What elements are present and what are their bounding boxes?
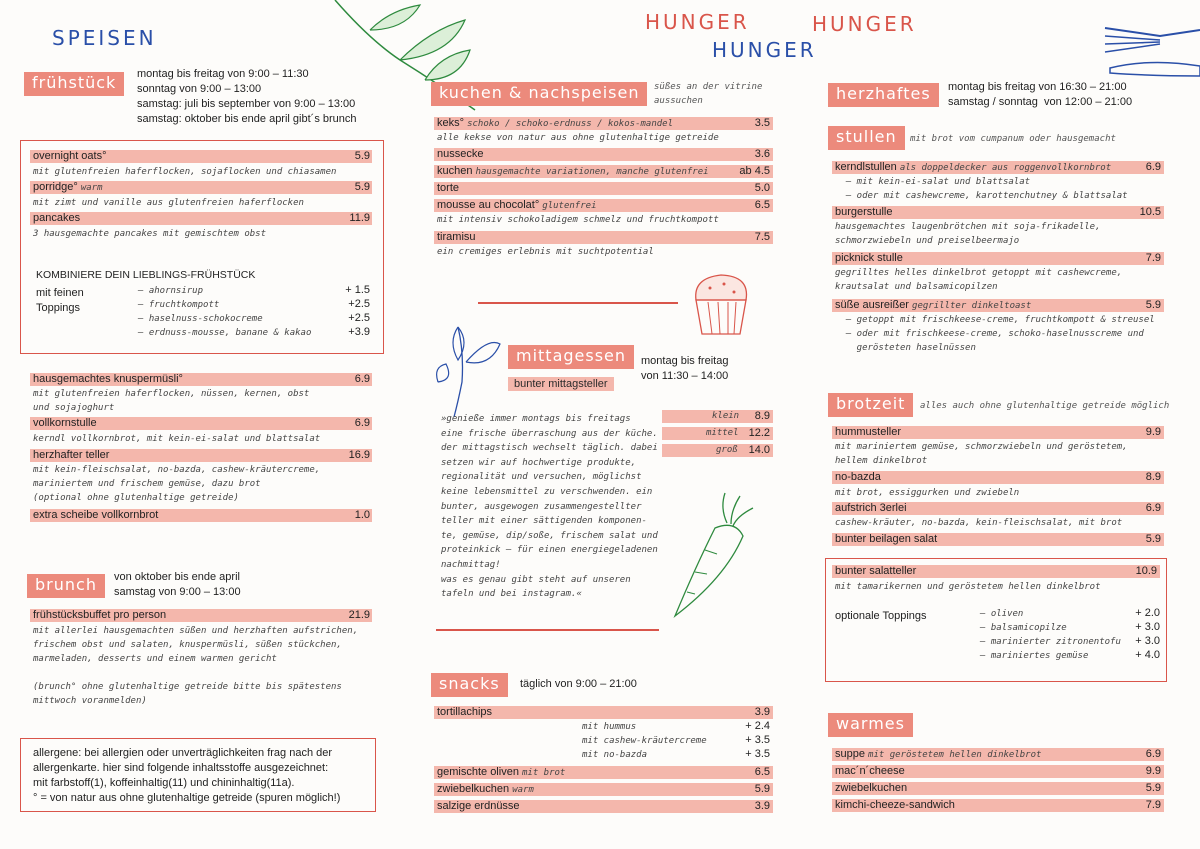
topping-name: – marinierter zitronentofu: [980, 637, 1121, 647]
item-name: zwiebelkuchen: [437, 783, 510, 795]
speisen-heading: SPEISEN: [52, 26, 157, 50]
hunger-heading-2: HUNGER: [812, 12, 917, 36]
price: 6.9: [1145, 748, 1161, 760]
item-description: hausgemachtes laugenbrötchen mit soja-frikadelle, schmorzwiebeln und preiselbeermajo: [835, 222, 1101, 246]
menu-item-herzhafter-teller: herzhafter teller: [33, 449, 110, 461]
menu-item-nussecke: nussecke: [437, 148, 484, 160]
menu-item-kuchen: [437, 165, 709, 179]
mittagessen-text: »genieße immer montags bis freitags eine frische überraschung aus der küche. der mittagstisch wechselt täglich. dabei setzen wir auf hochwertige produkte, regionalität und versuchen, möglichst keine lebensmittel zu verschwenden. ein bunter, ausgewogen zusammengestellter teller mit einer sättigenden komponen- te, gemüse, dip/soße, frischem salat und proteinkick – für einen energiegeladenen nachmittag! was es genau gibt steht auf unseren tafeln und bei instagram.«: [441, 414, 658, 600]
menu-item-knuspermuesli: hausgemachtes knuspermüsli°: [33, 373, 183, 385]
menu-item-kerndlstullen: [835, 161, 1111, 175]
topping-name: – oliven: [980, 609, 1024, 619]
topping-price: + 3.0: [1135, 635, 1160, 647]
price: 3.9: [754, 706, 770, 718]
menu-item-zwiebelkuchen: zwiebelkuchen: [835, 782, 908, 794]
muffin-illustration: [688, 270, 754, 340]
item-description: mit zimt und vanille aus glutenfreien haferflocken: [33, 198, 304, 208]
topping-name: – fruchtkompott: [138, 300, 220, 310]
item-name: keks°: [437, 117, 465, 129]
item-extra: hausgemachte variationen, manche glutenfrei: [475, 167, 709, 177]
price: 3.6: [754, 148, 770, 160]
menu-item-no-bazda: no-bazda: [835, 471, 881, 483]
item-extra: schoko / schoko-erdnuss / kokos-mandel: [467, 119, 673, 129]
kuchen-note: süßes an der vitrine aussuchen: [654, 82, 763, 106]
item-description: gegrilltes helles dinkelbrot getoppt mit cashewcreme, krautsalat und balsamicopilzen: [835, 268, 1123, 292]
menu-item-aufstrich: aufstrich 3erlei: [835, 502, 907, 514]
dip-price: + 3.5: [745, 734, 770, 746]
section-title-fruehstueck: frühstück: [24, 72, 124, 96]
herzhaftes-hours: montag bis freitag von 16:30 – 21:00 samstag / sonntag von 12:00 – 21:00: [948, 81, 1133, 108]
menu-item-tiramisu: tiramisu: [437, 231, 476, 243]
topping-name: – ahornsirup: [138, 286, 204, 296]
hunger-heading-3: HUNGER: [712, 38, 817, 62]
price: 8.9: [1145, 471, 1161, 483]
price: 5.9: [1145, 299, 1161, 311]
topping-price: + 3.0: [1135, 621, 1160, 633]
item-description: mit allerlei hausgemachten süßen und herzhaften aufstrichen, frischem obst und salaten, knuspermüsli, süßen stückchen, marmeladen, desserts und einem warmen gericht (brunch° ohne glutenhaltige getreide bitte bis spätestens mittwoch voranmelden): [33, 626, 359, 706]
price: 12.2: [748, 427, 770, 439]
menu-item-oliven: [437, 766, 565, 780]
size-name: groß: [716, 445, 738, 455]
fruehstueck-hours: montag bis freitag von 9:00 – 11:30 sonntag von 9:00 – 13:00 samstag: juli bis september von 9:00 – 13:00 samstag: oktober bis ende april gibt´s brunch: [137, 68, 357, 125]
item-description: mit kein-fleischsalat, no-bazda, cashew-kräutercreme, mariniertem und frischem gemüse, dazu brot (optional ohne glutenhaltige getreide): [33, 465, 321, 503]
hunger-heading-1: HUNGER: [645, 10, 750, 34]
menu-item-keks: [437, 117, 673, 131]
price: 21.9: [348, 609, 370, 621]
price: 5.9: [754, 783, 770, 795]
price: 7.9: [1145, 252, 1161, 264]
menu-item-hummusteller: hummusteller: [835, 426, 902, 438]
item-description: mit brot, essiggurken und zwiebeln: [835, 488, 1020, 498]
item-bar: [832, 471, 1164, 484]
item-name: porridge°: [33, 181, 78, 193]
topping-name: – mariniertes gemüse: [980, 651, 1089, 661]
carrot-illustration: [665, 488, 760, 623]
topping-price: +2.5: [348, 312, 370, 324]
divider: [478, 302, 678, 304]
item-description: mit mariniertem gemüse, schmorzwiebeln und geröstetem, hellem dinkelbrot: [835, 442, 1128, 466]
combine-title: KOMBINIERE DEIN LIEBLINGS-FRÜHSTÜCK: [36, 269, 256, 281]
mittagessen-subtitle: bunter mittagsteller: [508, 377, 614, 391]
item-description: kerndl vollkornbrot, mit kein-ei-salat und blattsalat: [33, 434, 321, 444]
dip-name: mit cashew-kräutercreme: [582, 736, 707, 746]
price: 6.9: [1145, 161, 1161, 173]
item-bar: [434, 182, 773, 195]
price: 14.0: [748, 444, 770, 456]
menu-item-burgerstulle: burgerstulle: [835, 206, 893, 218]
price: 11.9: [349, 212, 370, 224]
item-description: mit intensiv schokoladigem schmelz und fruchtkompott: [437, 215, 719, 225]
item-extra: warm: [512, 785, 534, 795]
size-name: klein: [712, 411, 740, 421]
menu-item-zwiebelkuchen-snack: [437, 783, 534, 797]
price: 3.9: [754, 800, 770, 812]
brotzeit-note: alles auch ohne glutenhaltige getreide möglich: [920, 401, 1170, 411]
item-extra: als doppeldecker aus roggenvollkornbrot: [899, 163, 1112, 173]
dip-price: + 2.4: [745, 720, 770, 732]
topping-name: – haselnuss-schokocreme: [138, 314, 263, 324]
menu-item-mousse: [437, 199, 596, 213]
price: 6.9: [1145, 502, 1161, 514]
menu-item-vollkornstulle: vollkornstulle: [33, 417, 97, 429]
menu-item-porridge: [33, 181, 103, 195]
price: 5.9: [1145, 533, 1161, 545]
section-title-herzhaftes: herzhaftes: [828, 83, 939, 107]
section-title-brunch: brunch: [27, 574, 105, 598]
item-extra: mit brot: [522, 768, 566, 778]
dip-price: + 3.5: [745, 748, 770, 760]
item-name: gemischte oliven: [437, 766, 519, 778]
dip-name: mit no-bazda: [582, 750, 648, 760]
divider: [436, 629, 659, 631]
menu-item-beilagen-salat: bunter beilagen salat: [835, 533, 938, 545]
item-bar: [434, 231, 773, 244]
price: 7.5: [754, 231, 770, 243]
price: 16.9: [348, 449, 370, 461]
price: 9.9: [1145, 426, 1161, 438]
price: 5.0: [754, 182, 770, 194]
item-description: mit glutenfreien haferflocken, nüssen, kernen, obst und sojajoghurt: [33, 389, 310, 413]
allergene-text: allergene: bei allergien oder unverträglichkeiten frag nach der allergenkarte. hier sind folgende inhaltsstoffe ausgezeichnet: mit farbstoff(1), koffeinhaltig(11) und chininhaltig(11a). ° = von natur aus ohne glutenhaltige getreide (spuren möglich!): [33, 747, 341, 804]
price: 1.0: [354, 509, 370, 521]
item-description: cashew-kräuter, no-bazda, kein-fleischsalat, mit brot: [835, 518, 1123, 528]
item-description: alle kekse von natur aus ohne glutenhaltige getreide: [437, 133, 719, 143]
item-name: kerndlstullen: [835, 161, 897, 173]
section-title-mittagessen: mittagessen: [508, 345, 634, 369]
item-description: mit tamarikernen und geröstetem hellen dinkelbrot: [835, 582, 1101, 592]
price: 7.9: [1145, 799, 1161, 811]
dip-name: mit hummus: [582, 722, 637, 732]
section-title-kuchen: kuchen & nachspeisen: [431, 82, 647, 106]
leaf-illustration: [428, 322, 506, 422]
item-extra: glutenfrei: [542, 201, 597, 211]
mittagessen-hours: montag bis freitag von 11:30 – 14:00: [641, 355, 729, 382]
stullen-note: mit brot vom cumpanum oder hausgemacht: [910, 134, 1116, 144]
topping-price: + 2.0: [1135, 607, 1160, 619]
menu-item-erdnuesse: salzige erdnüsse: [437, 800, 520, 812]
topping-price: + 4.0: [1135, 649, 1160, 661]
price: 3.5: [754, 117, 770, 129]
price: 6.9: [354, 417, 370, 429]
price: 8.9: [754, 410, 770, 422]
item-name: suppe: [835, 748, 865, 760]
item-extra: gegrillter dinkeltoast: [912, 301, 1032, 311]
topping-price: + 1.5: [345, 284, 370, 296]
brunch-hours: von oktober bis ende april samstag von 9:00 – 13:00: [114, 571, 241, 598]
item-description: 3 hausgemachte pancakes mit gemischtem obst: [33, 229, 266, 239]
menu-item-suppe: [835, 748, 1041, 762]
menu-item-picknick-stulle: picknick stulle: [835, 252, 903, 264]
cutlery-icon: [1100, 18, 1200, 80]
item-description: mit glutenfreien haferflocken, sojaflocken und chiasamen: [33, 167, 337, 177]
salatteller-toppings-label: optionale Toppings: [835, 610, 927, 622]
menu-item-mac-n-cheese: mac´n´cheese: [835, 765, 905, 777]
topping-name: – balsamicopilze: [980, 623, 1067, 633]
item-description: ein cremiges erlebnis mit suchtpotential: [437, 247, 654, 257]
item-bar: [30, 212, 372, 225]
item-name: mousse au chocolat°: [437, 199, 540, 211]
price: 5.9: [354, 181, 370, 193]
item-description: – mit kein-ei-salat und blattsalat – oder mit cashewcreme, karottenchutney & blattsalat: [845, 177, 1128, 201]
topping-price: +2.5: [348, 298, 370, 310]
section-title-snacks: snacks: [431, 673, 508, 697]
menu-item-pancakes: pancakes: [33, 212, 81, 224]
section-title-brotzeit: brotzeit: [828, 393, 913, 417]
topping-price: +3.9: [348, 326, 370, 338]
topping-name: – erdnuss-mousse, banane & kakao: [138, 328, 312, 338]
item-name: süße ausreißer: [835, 299, 909, 311]
price: 5.9: [1145, 782, 1161, 794]
price: 9.9: [1145, 765, 1161, 777]
price: 5.9: [354, 150, 370, 162]
price: 6.5: [754, 199, 770, 211]
price: 10.5: [1139, 206, 1161, 218]
menu-item-torte: torte: [437, 182, 460, 194]
menu-item-suesse-ausreisser: [835, 299, 1031, 313]
item-extra: mit geröstetem hellen dinkelbrot: [868, 750, 1042, 760]
price: 6.9: [354, 373, 370, 385]
menu-item-extra-scheibe: extra scheibe vollkornbrot: [33, 509, 159, 521]
menu-item-tortillachips: tortillachips: [437, 706, 493, 718]
section-title-warmes: warmes: [828, 713, 913, 737]
price: 10.9: [1135, 565, 1157, 577]
price: ab 4.5: [739, 165, 770, 177]
size-name: mittel: [706, 428, 739, 438]
item-name: kuchen: [437, 165, 473, 177]
section-title-stullen: stullen: [828, 126, 905, 150]
item-description: – getoppt mit frischkeese-creme, fruchtkompott & streusel – oder mit frischkeese-creme, schoko-haselnusscreme und gerösteten haselnüssen: [845, 315, 1155, 353]
item-bar: [434, 148, 773, 161]
menu-item-salatteller: bunter salatteller: [835, 565, 917, 577]
menu-item-kimchi-sandwich: kimchi-cheeze-sandwich: [835, 799, 955, 811]
menu-item-overnight-oats: overnight oats°: [33, 150, 107, 162]
combine-label: mit feinen Toppings: [36, 287, 84, 314]
snacks-hours: täglich von 9:00 – 21:00: [520, 678, 637, 690]
price: 6.5: [754, 766, 770, 778]
item-extra: warm: [80, 183, 103, 193]
menu-item-fruehstuecksbuffet: frühstücksbuffet pro person: [33, 609, 167, 621]
